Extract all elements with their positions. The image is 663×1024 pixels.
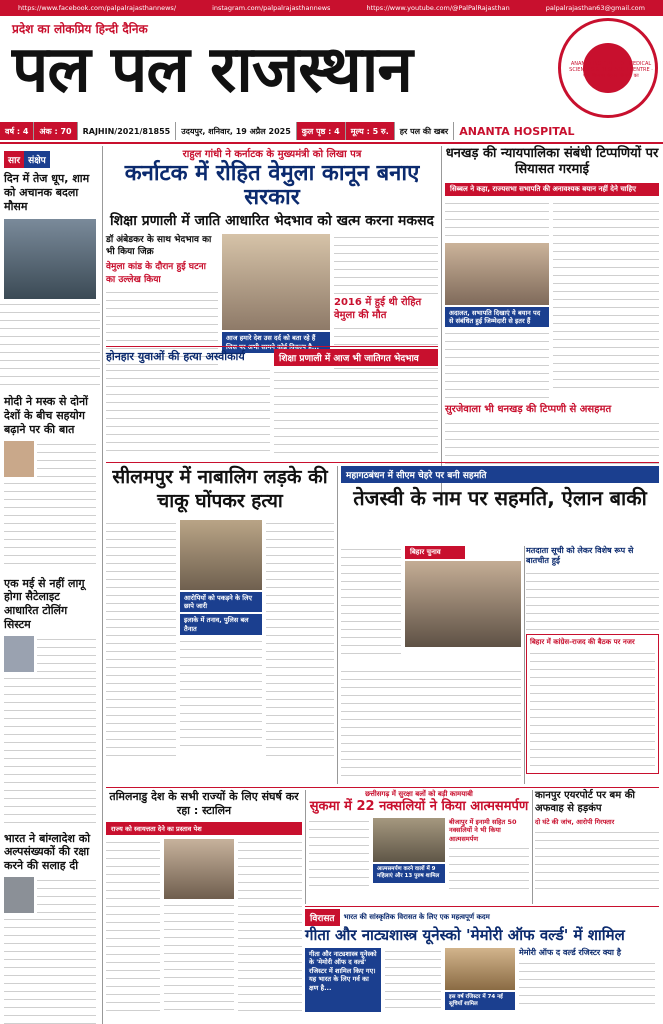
story9-kicker: छत्तीसगढ़ में सुरक्षा बलों को बड़ी कामयाबी — [365, 790, 473, 798]
email-link[interactable]: palpalrajasthan63@gmail.com — [545, 4, 645, 12]
story2-band: सिब्बल ने कहा, राज्यसभा सभापति की अनावश्यक बयान नहीं देने चाहिए — [445, 183, 659, 196]
brief-text-3 — [4, 675, 96, 825]
hospital-logo — [558, 18, 658, 118]
issue: अंक : 70 — [34, 122, 77, 140]
story3-headline[interactable]: होनहार युवाओं की हत्या अस्वीकार्य — [106, 350, 245, 363]
spokesperson-photo — [4, 877, 34, 913]
story4-headline[interactable]: शिक्षा प्रणाली में आज भी जातिगत भेदभाव — [274, 349, 438, 366]
briefs-label: सार — [4, 151, 24, 168]
left-briefs-column — [0, 146, 100, 1024]
pages: कुल पृष्ठ : 4 — [297, 122, 346, 140]
masthead-title: पल पल राजस्थान — [12, 32, 412, 107]
logo-text: ANANTA INSTITUTE OF MEDICAL SCIENCES & RESEARCH CENTRE · एक विश्वास बेहतर जिन्दगी का — [569, 61, 653, 79]
story6-headline[interactable]: तेजस्वी के नाम पर सहमति, ऐलान बाकी — [353, 486, 647, 510]
story11-right-head: मेमोरी ऑफ द वर्ल्ड रजिस्टर क्या है — [519, 947, 621, 957]
stalin-photo — [164, 839, 234, 899]
story-stalin — [106, 790, 302, 1024]
story9-box: बीजापुर में इनामी सहित 50 नक्सलियों ने भी किया आत्मसमर्पण — [449, 818, 517, 843]
story1-bullet-2: वेमुला कांड के दौरान हुई घटना का उल्लेख किया — [106, 262, 206, 285]
story8-headline[interactable]: तमिलनाडु देश के सभी राज्यों के लिए संघर्ष कर रहा : स्टालिन — [109, 790, 299, 818]
story1-quote: आज हमारे देश उस दर्द को बता रहे हैं — [222, 332, 330, 353]
story6-band: महागठबंधन में सीएम चेहरे पर बनी सहमति — [341, 466, 659, 483]
story-rohith-vemula — [106, 146, 438, 362]
story-tejashwi — [341, 466, 659, 546]
brief-headline-2: मोदी ने मस्क से दोनों देशों के बीच सहयोग बढ़ाने पर की बात — [4, 395, 88, 436]
tagline: प्रदेश का लोकप्रिय हिन्दी दैनिक — [12, 22, 148, 36]
story-caste-discrimination — [274, 349, 438, 459]
weather-photo — [4, 219, 96, 299]
story2-caption: अदालत, सभापति दिखाएं ये बयान पद से संबंधित हुई जिम्मेदारी से इतर हैं — [445, 307, 549, 328]
story1-subhead: शिक्षा प्रणाली में जाति आधारित भेदभाव को खत्म करना मकसद — [110, 213, 434, 230]
story-seelampur — [106, 466, 334, 784]
story-talented-youth — [106, 349, 270, 459]
tejashwi-photo — [405, 561, 521, 647]
social-bar — [0, 0, 663, 16]
brief-text-1 — [0, 301, 100, 391]
story1-headline[interactable]: कर्नाटक में रोहित वेमुला कानून बनाए सरकार — [124, 161, 420, 211]
sponsor: ANANTA HOSPITAL — [459, 124, 575, 138]
sukma-photo — [373, 818, 445, 862]
story11-quote: गीता और नाट्यशास्त्र यूनेस्को के 'मेमोरी ऑफ द वर्ल्ड' रजिस्टर में शामिल किए गए। यह भारत के लिए गर्व का क्षण है... — [305, 948, 381, 1012]
brief-headline-1: दिन में तेज धूप, शाम को अचानक बदला मौसम — [4, 172, 90, 213]
story5-caption-2: इलाके में तनाव, पुलिस बल तैनात — [180, 614, 262, 635]
brief-headline-4: भारत ने बांग्लादेश को अल्पसंख्यकों की रक्षा करने की सलाह दी — [4, 831, 91, 872]
story11-caption: इस वर्ष रजिस्टर में 74 नई सूचियाँ शामिल — [445, 992, 515, 1010]
story10-note: दो घंटे की जांच, आरोपी गिरफ्तार — [535, 818, 615, 826]
story7-headline[interactable]: मतदाता सूची को लेकर विशेष रूप से बातचीत हुई — [526, 546, 634, 566]
brief-text-4 — [4, 916, 96, 1024]
story1-side-head: 2016 में हुई थी रोहित वेमुला की मौत — [334, 297, 422, 321]
brief-headline-3: एक मई से नहीं लागू होगा सैटेलाइट आधारित टोलिंग सिस्टम — [4, 576, 85, 631]
story-kanpur — [535, 790, 659, 904]
story2-red-head: सुरजेवाला भी धनखड़ की टिप्पणी से असहमत — [445, 404, 612, 416]
place-date: उदयपुर, शनिवार, 19 अप्रैल 2025 — [176, 122, 297, 140]
story9-caption: आत्मसमर्पण करने वालों में 9 महिलाएं और 13 पुरुष शामिल — [373, 864, 445, 882]
story-unesco — [305, 909, 659, 1024]
seelampur-photo — [180, 520, 262, 590]
story-dhankhar — [445, 146, 659, 492]
slogan: हर पल की खबर — [395, 122, 454, 140]
story1-kicker: राहुल गांधी ने कर्नाटक के मुख्यमंत्री को लिखा पत्र — [182, 149, 362, 160]
story8-band: राज्य को स्वायत्तता देने का प्रस्ताव पेश — [106, 822, 302, 835]
story10-headline[interactable]: कानपुर एयरपोर्ट पर बम की अफवाह से हड़कंप — [535, 790, 635, 814]
youtube-link[interactable]: https://www.youtube.com/@PalPalRajasthan — [366, 4, 510, 12]
price: मूल्य : 5 रु. — [346, 122, 395, 140]
year: वर्ष : 4 — [0, 122, 34, 140]
story6-label: बिहार चुनाव — [405, 546, 465, 559]
issue-info-bar — [0, 122, 663, 140]
story5-caption-1: आरोपियों को पकड़ने के लिए छापे जारी — [180, 592, 262, 613]
briefs-label-2: संक्षेप — [24, 151, 50, 168]
story7-sub: बिहार में कांग्रेस-राजद की बैठक पर नजर — [530, 637, 635, 646]
story1-bullet-1: डॉ अंबेडकर के साथ भेदभाव का भी किया जिक्र — [106, 235, 212, 258]
story11-band: विरासत — [305, 909, 340, 926]
rahul-gandhi-photo — [222, 234, 330, 330]
story2-headline[interactable]: धनखड़ की न्यायपालिका संबंधी टिप्पणियों पर सियासत गरमाई — [445, 146, 659, 178]
story11-headline[interactable]: गीता और नाट्यशास्त्र यूनेस्को 'मेमोरी ऑफ वर्ल्ड' में शामिल — [305, 926, 625, 944]
story5-headline[interactable]: सीलमपुर में नाबालिग लड़के की चाकू घोंपकर हत्या — [112, 466, 328, 512]
manuscript-photo — [445, 948, 515, 990]
facebook-link[interactable]: https://www.facebook.com/palpalrajasthannews/ — [18, 4, 177, 12]
instagram-link[interactable]: instagram.com/palpalrajasthannews — [212, 4, 331, 12]
registration: RAJHIN/2021/81855 — [78, 122, 177, 140]
brief-text-2 — [4, 480, 96, 570]
story-sukma — [309, 790, 529, 904]
story11-kicker: भारत की सांस्कृतिक विरासत के लिए एक महत्वपूर्ण कदम — [343, 913, 490, 921]
story-voter-list — [526, 546, 659, 784]
gadkari-photo — [4, 636, 34, 672]
sibal-photo — [445, 243, 549, 305]
modi-photo — [4, 441, 34, 477]
story9-headline[interactable]: सुकमा में 22 नक्सलियों ने किया आत्मसमर्पण — [309, 799, 529, 814]
